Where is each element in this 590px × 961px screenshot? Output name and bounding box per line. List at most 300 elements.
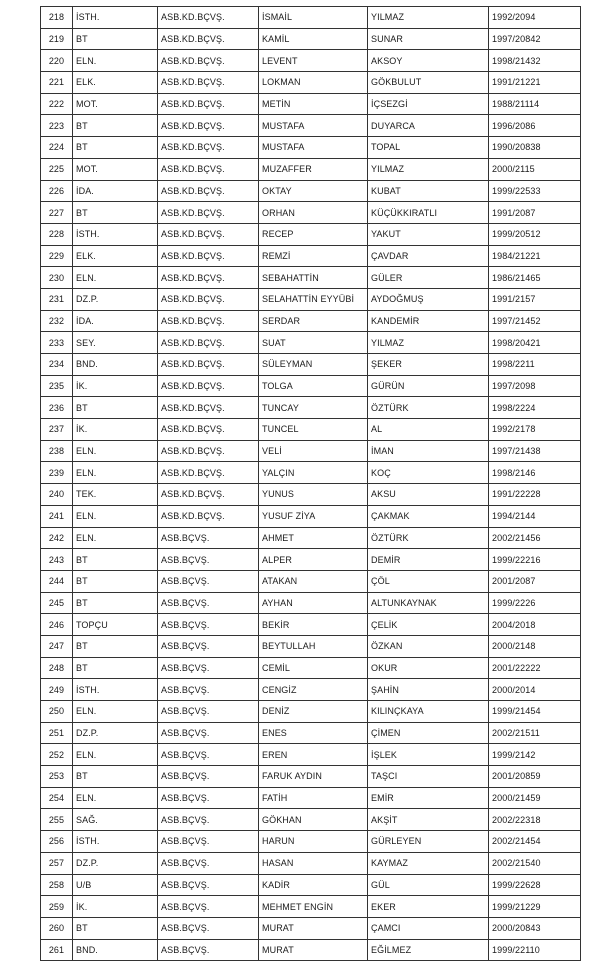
branch-cell: İK. (73, 375, 158, 397)
last-name-cell: YILMAZ (368, 158, 489, 180)
last-name-cell: ÇAVDAR (368, 245, 489, 267)
rank-cell: ASB.BÇVŞ. (158, 679, 259, 701)
registry-number-cell: 2002/22318 (489, 809, 581, 831)
last-name-cell: KUBAT (368, 180, 489, 202)
table-row (41, 310, 581, 332)
table-row (41, 440, 581, 462)
row-number: 233 (41, 332, 73, 354)
first-name-cell: HASAN (259, 852, 368, 874)
table-row (41, 744, 581, 766)
table-row (41, 635, 581, 657)
rank-cell: ASB.BÇVŞ. (158, 701, 259, 723)
row-number: 232 (41, 310, 73, 332)
document-page (40, 6, 580, 961)
branch-cell: BT (73, 28, 158, 50)
registry-number-cell: 1999/22628 (489, 874, 581, 896)
row-number: 257 (41, 852, 73, 874)
registry-number-cell: 1999/22533 (489, 180, 581, 202)
first-name-cell: ALPER (259, 549, 368, 571)
last-name-cell: İÇSEZGİ (368, 93, 489, 115)
row-number: 228 (41, 223, 73, 245)
last-name-cell: YAKUT (368, 223, 489, 245)
registry-number-cell: 1992/2094 (489, 7, 581, 29)
registry-number-cell: 1998/2224 (489, 397, 581, 419)
first-name-cell: MUSTAFA (259, 115, 368, 137)
last-name-cell: TAŞCI (368, 766, 489, 788)
last-name-cell: DUYARCA (368, 115, 489, 137)
last-name-cell: AL (368, 419, 489, 441)
rank-cell: ASB.BÇVŞ. (158, 766, 259, 788)
branch-cell: İSTH. (73, 831, 158, 853)
table-row (41, 93, 581, 115)
registry-number-cell: 1984/21221 (489, 245, 581, 267)
table-row (41, 397, 581, 419)
row-number: 259 (41, 896, 73, 918)
first-name-cell: SELAHATTİN EYYÜBİ (259, 288, 368, 310)
row-number: 219 (41, 28, 73, 50)
first-name-cell: SEBAHATTİN (259, 267, 368, 289)
registry-number-cell: 2002/21454 (489, 831, 581, 853)
rank-cell: ASB.KD.BÇVŞ. (158, 158, 259, 180)
first-name-cell: MURAT (259, 917, 368, 939)
row-number: 218 (41, 7, 73, 29)
rank-cell: ASB.BÇVŞ. (158, 570, 259, 592)
first-name-cell: EREN (259, 744, 368, 766)
rank-cell: ASB.KD.BÇVŞ. (158, 332, 259, 354)
table-row (41, 202, 581, 224)
first-name-cell: SÜLEYMAN (259, 354, 368, 376)
rank-cell: ASB.KD.BÇVŞ. (158, 419, 259, 441)
row-number: 223 (41, 115, 73, 137)
table-row (41, 896, 581, 918)
registry-number-cell: 1996/2086 (489, 115, 581, 137)
first-name-cell: MURAT (259, 939, 368, 961)
first-name-cell: CEMİL (259, 657, 368, 679)
registry-number-cell: 2001/22222 (489, 657, 581, 679)
first-name-cell: YUSUF ZİYA (259, 505, 368, 527)
branch-cell: ELN. (73, 527, 158, 549)
rank-cell: ASB.KD.BÇVŞ. (158, 115, 259, 137)
row-number: 229 (41, 245, 73, 267)
branch-cell: BT (73, 202, 158, 224)
last-name-cell: AKŞİT (368, 809, 489, 831)
registry-number-cell: 1998/2146 (489, 462, 581, 484)
first-name-cell: İSMAİL (259, 7, 368, 29)
registry-number-cell: 1997/20842 (489, 28, 581, 50)
branch-cell: DZ.P. (73, 722, 158, 744)
branch-cell: İDA. (73, 310, 158, 332)
last-name-cell: ÇİMEN (368, 722, 489, 744)
branch-cell: DZ.P. (73, 288, 158, 310)
first-name-cell: CENGİZ (259, 679, 368, 701)
rank-cell: ASB.KD.BÇVŞ. (158, 288, 259, 310)
branch-cell: BT (73, 635, 158, 657)
first-name-cell: TUNCEL (259, 419, 368, 441)
row-number: 255 (41, 809, 73, 831)
row-number: 251 (41, 722, 73, 744)
rank-cell: ASB.BÇVŞ. (158, 917, 259, 939)
table-row (41, 766, 581, 788)
first-name-cell: FATİH (259, 787, 368, 809)
table-row (41, 223, 581, 245)
first-name-cell: MUSTAFA (259, 137, 368, 159)
branch-cell: ELN. (73, 267, 158, 289)
branch-cell: BT (73, 766, 158, 788)
row-number: 245 (41, 592, 73, 614)
last-name-cell: GÜRLEYEN (368, 831, 489, 853)
registry-number-cell: 1991/2157 (489, 288, 581, 310)
first-name-cell: METİN (259, 93, 368, 115)
table-row (41, 505, 581, 527)
table-row (41, 874, 581, 896)
registry-number-cell: 2000/2115 (489, 158, 581, 180)
branch-cell: ELN. (73, 50, 158, 72)
registry-number-cell: 1999/22216 (489, 549, 581, 571)
table-row (41, 592, 581, 614)
table-row (41, 332, 581, 354)
branch-cell: TOPÇU (73, 614, 158, 636)
rank-cell: ASB.KD.BÇVŞ. (158, 93, 259, 115)
branch-cell: U/B (73, 874, 158, 896)
rank-cell: ASB.KD.BÇVŞ. (158, 484, 259, 506)
branch-cell: BT (73, 397, 158, 419)
rank-cell: ASB.KD.BÇVŞ. (158, 440, 259, 462)
row-number: 247 (41, 635, 73, 657)
registry-number-cell: 1998/21432 (489, 50, 581, 72)
registry-number-cell: 1990/20838 (489, 137, 581, 159)
rank-cell: ASB.BÇVŞ. (158, 874, 259, 896)
table-row (41, 180, 581, 202)
rank-cell: ASB.KD.BÇVŞ. (158, 354, 259, 376)
rank-cell: ASB.KD.BÇVŞ. (158, 462, 259, 484)
first-name-cell: RECEP (259, 223, 368, 245)
last-name-cell: TOPAL (368, 137, 489, 159)
table-row (41, 917, 581, 939)
row-number: 260 (41, 917, 73, 939)
registry-number-cell: 2000/2148 (489, 635, 581, 657)
first-name-cell: BEYTULLAH (259, 635, 368, 657)
table-row (41, 701, 581, 723)
registry-number-cell: 1992/2178 (489, 419, 581, 441)
branch-cell: TEK. (73, 484, 158, 506)
first-name-cell: AYHAN (259, 592, 368, 614)
first-name-cell: YUNUS (259, 484, 368, 506)
table-row (41, 484, 581, 506)
personnel-table (40, 6, 581, 961)
last-name-cell: AKSU (368, 484, 489, 506)
row-number: 231 (41, 288, 73, 310)
row-number: 243 (41, 549, 73, 571)
rank-cell: ASB.BÇVŞ. (158, 635, 259, 657)
last-name-cell: SUNAR (368, 28, 489, 50)
row-number: 226 (41, 180, 73, 202)
first-name-cell: DENİZ (259, 701, 368, 723)
last-name-cell: YILMAZ (368, 332, 489, 354)
registry-number-cell: 2002/21511 (489, 722, 581, 744)
registry-number-cell: 2002/21540 (489, 852, 581, 874)
branch-cell: İDA. (73, 180, 158, 202)
rank-cell: ASB.KD.BÇVŞ. (158, 505, 259, 527)
last-name-cell: KOÇ (368, 462, 489, 484)
rank-cell: ASB.KD.BÇVŞ. (158, 310, 259, 332)
last-name-cell: DEMİR (368, 549, 489, 571)
first-name-cell: YALÇIN (259, 462, 368, 484)
rank-cell: ASB.KD.BÇVŞ. (158, 267, 259, 289)
registry-number-cell: 2002/21456 (489, 527, 581, 549)
last-name-cell: EMİR (368, 787, 489, 809)
rank-cell: ASB.KD.BÇVŞ. (158, 180, 259, 202)
rank-cell: ASB.BÇVŞ. (158, 592, 259, 614)
branch-cell: ELK. (73, 245, 158, 267)
row-number: 224 (41, 137, 73, 159)
table-row (41, 614, 581, 636)
registry-number-cell: 1997/2098 (489, 375, 581, 397)
row-number: 234 (41, 354, 73, 376)
registry-number-cell: 1997/21438 (489, 440, 581, 462)
last-name-cell: KILINÇKAYA (368, 701, 489, 723)
branch-cell: ELK. (73, 72, 158, 94)
rank-cell: ASB.KD.BÇVŞ. (158, 137, 259, 159)
table-row (41, 657, 581, 679)
rank-cell: ASB.KD.BÇVŞ. (158, 72, 259, 94)
rank-cell: ASB.KD.BÇVŞ. (158, 223, 259, 245)
table-row (41, 809, 581, 831)
branch-cell: BND. (73, 354, 158, 376)
last-name-cell: GÜL (368, 874, 489, 896)
first-name-cell: BEKİR (259, 614, 368, 636)
last-name-cell: GÜRÜN (368, 375, 489, 397)
registry-number-cell: 1999/21229 (489, 896, 581, 918)
last-name-cell: AYDOĞMUŞ (368, 288, 489, 310)
branch-cell: İSTH. (73, 223, 158, 245)
first-name-cell: MEHMET ENGİN (259, 896, 368, 918)
row-number: 239 (41, 462, 73, 484)
table-row (41, 722, 581, 744)
table-row (41, 115, 581, 137)
first-name-cell: KADİR (259, 874, 368, 896)
rank-cell: ASB.BÇVŞ. (158, 722, 259, 744)
last-name-cell: ÇÖL (368, 570, 489, 592)
last-name-cell: ÖZKAN (368, 635, 489, 657)
row-number: 236 (41, 397, 73, 419)
last-name-cell: ALTUNKAYNAK (368, 592, 489, 614)
row-number: 258 (41, 874, 73, 896)
table-row (41, 7, 581, 29)
rank-cell: ASB.KD.BÇVŞ. (158, 397, 259, 419)
first-name-cell: KAMİL (259, 28, 368, 50)
branch-cell: ELN. (73, 462, 158, 484)
rank-cell: ASB.BÇVŞ. (158, 831, 259, 853)
registry-number-cell: 1999/20512 (489, 223, 581, 245)
branch-cell: MOT. (73, 93, 158, 115)
branch-cell: MOT. (73, 158, 158, 180)
branch-cell: İK. (73, 419, 158, 441)
branch-cell: BT (73, 570, 158, 592)
rank-cell: ASB.KD.BÇVŞ. (158, 375, 259, 397)
branch-cell: BT (73, 137, 158, 159)
branch-cell: İSTH. (73, 7, 158, 29)
first-name-cell: REMZİ (259, 245, 368, 267)
last-name-cell: ÖZTÜRK (368, 527, 489, 549)
row-number: 253 (41, 766, 73, 788)
table-row (41, 28, 581, 50)
table-row (41, 831, 581, 853)
rank-cell: ASB.BÇVŞ. (158, 614, 259, 636)
registry-number-cell: 1991/22228 (489, 484, 581, 506)
row-number: 222 (41, 93, 73, 115)
first-name-cell: GÖKHAN (259, 809, 368, 831)
last-name-cell: KÜÇÜKKIRATLI (368, 202, 489, 224)
table-row (41, 158, 581, 180)
last-name-cell: ÇAKMAK (368, 505, 489, 527)
last-name-cell: GÜLER (368, 267, 489, 289)
table-row (41, 570, 581, 592)
table-row (41, 375, 581, 397)
registry-number-cell: 2004/2018 (489, 614, 581, 636)
registry-number-cell: 2000/20843 (489, 917, 581, 939)
table-row (41, 267, 581, 289)
first-name-cell: ATAKAN (259, 570, 368, 592)
branch-cell: ELN. (73, 701, 158, 723)
row-number: 252 (41, 744, 73, 766)
row-number: 246 (41, 614, 73, 636)
registry-number-cell: 1997/21452 (489, 310, 581, 332)
last-name-cell: KAYMAZ (368, 852, 489, 874)
first-name-cell: SUAT (259, 332, 368, 354)
last-name-cell: İŞLEK (368, 744, 489, 766)
rank-cell: ASB.KD.BÇVŞ. (158, 28, 259, 50)
row-number: 240 (41, 484, 73, 506)
registry-number-cell: 1999/21454 (489, 701, 581, 723)
registry-number-cell: 1999/22110 (489, 939, 581, 961)
rank-cell: ASB.BÇVŞ. (158, 896, 259, 918)
registry-number-cell: 2000/2014 (489, 679, 581, 701)
branch-cell: SAĞ. (73, 809, 158, 831)
table-row (41, 288, 581, 310)
row-number: 248 (41, 657, 73, 679)
branch-cell: BT (73, 917, 158, 939)
registry-number-cell: 1988/21114 (489, 93, 581, 115)
rank-cell: ASB.BÇVŞ. (158, 744, 259, 766)
first-name-cell: AHMET (259, 527, 368, 549)
rank-cell: ASB.KD.BÇVŞ. (158, 50, 259, 72)
registry-number-cell: 1998/2211 (489, 354, 581, 376)
rank-cell: ASB.KD.BÇVŞ. (158, 245, 259, 267)
rank-cell: ASB.BÇVŞ. (158, 549, 259, 571)
branch-cell: ELN. (73, 787, 158, 809)
branch-cell: DZ.P. (73, 852, 158, 874)
first-name-cell: SERDAR (259, 310, 368, 332)
row-number: 261 (41, 939, 73, 961)
first-name-cell: TUNCAY (259, 397, 368, 419)
branch-cell: ELN. (73, 440, 158, 462)
row-number: 220 (41, 50, 73, 72)
row-number: 221 (41, 72, 73, 94)
last-name-cell: GÖKBULUT (368, 72, 489, 94)
last-name-cell: ŞAHİN (368, 679, 489, 701)
table-row (41, 462, 581, 484)
registry-number-cell: 1999/2142 (489, 744, 581, 766)
branch-cell: BT (73, 657, 158, 679)
row-number: 230 (41, 267, 73, 289)
row-number: 254 (41, 787, 73, 809)
branch-cell: İSTH. (73, 679, 158, 701)
last-name-cell: EĞİLMEZ (368, 939, 489, 961)
table-row (41, 50, 581, 72)
table-row (41, 527, 581, 549)
table-row (41, 354, 581, 376)
rank-cell: ASB.KD.BÇVŞ. (158, 7, 259, 29)
last-name-cell: ÖZTÜRK (368, 397, 489, 419)
row-number: 237 (41, 419, 73, 441)
row-number: 227 (41, 202, 73, 224)
rank-cell: ASB.BÇVŞ. (158, 852, 259, 874)
branch-cell: ELN. (73, 744, 158, 766)
row-number: 225 (41, 158, 73, 180)
table-row (41, 549, 581, 571)
rank-cell: ASB.KD.BÇVŞ. (158, 202, 259, 224)
table-row (41, 852, 581, 874)
rank-cell: ASB.BÇVŞ. (158, 787, 259, 809)
last-name-cell: KANDEMİR (368, 310, 489, 332)
registry-number-cell: 1994/2144 (489, 505, 581, 527)
row-number: 241 (41, 505, 73, 527)
last-name-cell: EKER (368, 896, 489, 918)
personnel-table-body (41, 7, 581, 961)
first-name-cell: ENES (259, 722, 368, 744)
first-name-cell: HARUN (259, 831, 368, 853)
first-name-cell: LEVENT (259, 50, 368, 72)
first-name-cell: VELİ (259, 440, 368, 462)
table-row (41, 245, 581, 267)
registry-number-cell: 2001/20859 (489, 766, 581, 788)
row-number: 235 (41, 375, 73, 397)
branch-cell: BND. (73, 939, 158, 961)
row-number: 249 (41, 679, 73, 701)
branch-cell: ELN. (73, 505, 158, 527)
first-name-cell: MUZAFFER (259, 158, 368, 180)
branch-cell: SEY. (73, 332, 158, 354)
registry-number-cell: 2000/21459 (489, 787, 581, 809)
rank-cell: ASB.BÇVŞ. (158, 527, 259, 549)
branch-cell: BT (73, 592, 158, 614)
branch-cell: İK. (73, 896, 158, 918)
table-row (41, 787, 581, 809)
table-row (41, 679, 581, 701)
first-name-cell: ORHAN (259, 202, 368, 224)
registry-number-cell: 1999/2226 (489, 592, 581, 614)
row-number: 250 (41, 701, 73, 723)
last-name-cell: AKSOY (368, 50, 489, 72)
row-number: 244 (41, 570, 73, 592)
registry-number-cell: 1986/21465 (489, 267, 581, 289)
table-row (41, 939, 581, 961)
first-name-cell: LOKMAN (259, 72, 368, 94)
last-name-cell: YILMAZ (368, 7, 489, 29)
registry-number-cell: 1998/20421 (489, 332, 581, 354)
last-name-cell: ŞEKER (368, 354, 489, 376)
rank-cell: ASB.BÇVŞ. (158, 657, 259, 679)
row-number: 238 (41, 440, 73, 462)
row-number: 256 (41, 831, 73, 853)
table-row (41, 419, 581, 441)
first-name-cell: OKTAY (259, 180, 368, 202)
last-name-cell: İMAN (368, 440, 489, 462)
branch-cell: BT (73, 115, 158, 137)
registry-number-cell: 2001/2087 (489, 570, 581, 592)
last-name-cell: OKUR (368, 657, 489, 679)
registry-number-cell: 1991/2087 (489, 202, 581, 224)
